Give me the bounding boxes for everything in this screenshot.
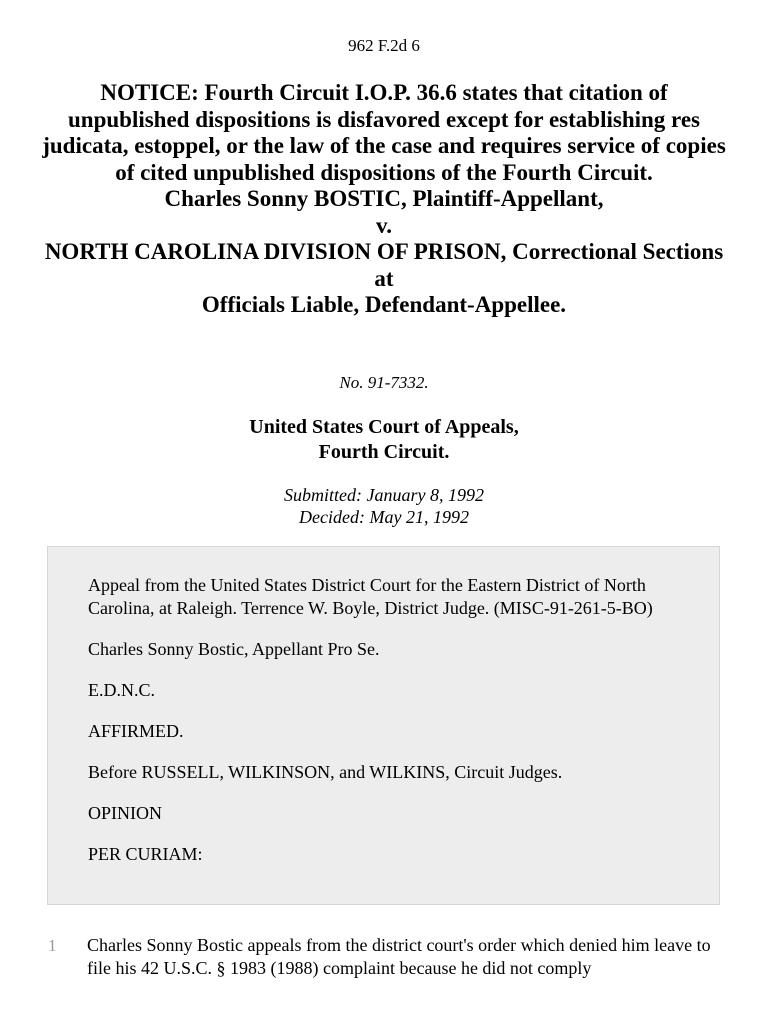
submitted-date: Submitted: January 8, 1992: [284, 485, 484, 505]
defendant-name-line1: NORTH CAROLINA DIVISION OF PRISON, Correctional Sections at: [44, 239, 724, 291]
defendant-name-line2: Officials Liable, Defendant-Appellee.: [201, 292, 567, 317]
disposition: AFFIRMED.: [88, 721, 184, 741]
opinion-label: OPINION: [88, 803, 162, 823]
court-name: [0, 415, 768, 465]
docket-number: No. 91-7332.: [339, 373, 429, 392]
versus-label: v.: [376, 212, 392, 238]
paragraph-number: 1: [48, 936, 57, 955]
appeal-from-text: Appeal from the United States District Court for the Eastern District of North Carolina, at Raleigh. Terrence W. Boyle, District Judge. (MISC-91-261-5-BO): [88, 575, 653, 618]
case-title-block: [40, 80, 728, 319]
per-curiam-label: PER CURIAM:: [88, 844, 203, 864]
lower-court: E.D.N.C.: [88, 680, 155, 700]
paragraph-text: Charles Sonny Bostic appeals from the district court's order which denied him leave to file his 42 U.S.C. § 1983 (1988) complaint because he did not comply: [87, 935, 711, 978]
case-dates: [0, 484, 768, 528]
case-summary-box: [47, 546, 720, 905]
court-name-line2: Fourth Circuit.: [318, 441, 450, 463]
unpublished-notice: NOTICE: Fourth Circuit I.O.P. 36.6 states that citation of unpublished dispositions is disfavored except for establishing res judicata, estoppel, or the law of the case and requires service of copies of cited unpublished dispositions of the Fourth Circuit.: [42, 80, 726, 185]
court-name-line1: United States Court of Appeals,: [249, 416, 519, 438]
plaintiff-name: Charles Sonny BOSTIC, Plaintiff-Appellant,: [164, 186, 604, 211]
appellant-counsel: Charles Sonny Bostic, Appellant Pro Se.: [88, 639, 380, 659]
case-citation: 962 F.2d 6: [348, 36, 420, 55]
decided-date: Decided: May 21, 1992: [299, 507, 469, 527]
judges-panel: Before RUSSELL, WILKINSON, and WILKINS, Circuit Judges.: [88, 762, 563, 782]
